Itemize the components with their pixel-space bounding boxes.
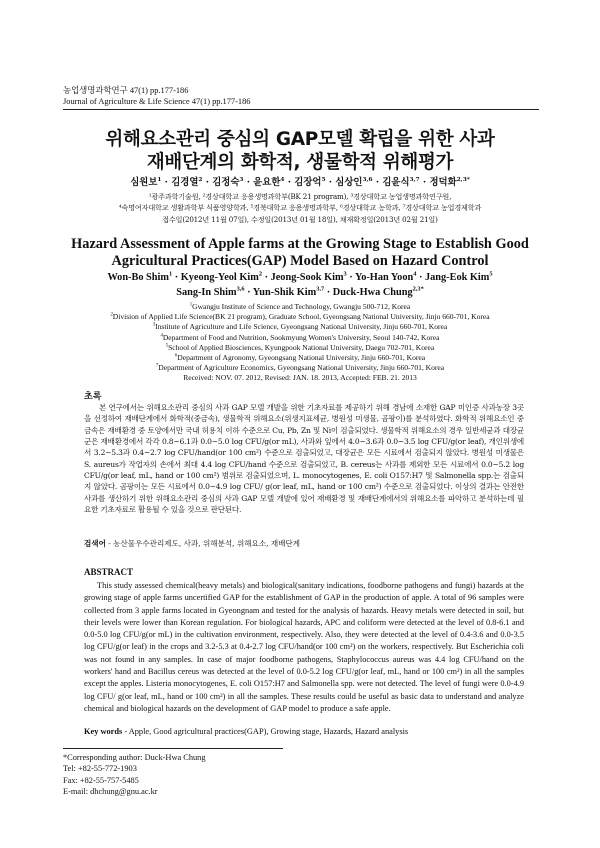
affiliation-mark: 4	[160, 333, 163, 339]
author-name: Sang-In Shim	[176, 287, 237, 298]
english-keywords-text: - Apple, Good agricultural practices(GAP), Growing stage, Hazards, Hazard analysis	[122, 727, 409, 736]
corresponding-author: *Corresponding author: Duck-Hwa Chung	[63, 753, 206, 762]
english-abstract-heading: ABSTRACT	[84, 567, 134, 577]
author-name: 정덕화	[429, 177, 457, 188]
author-separator: ·	[172, 272, 181, 283]
author-separator: ·	[324, 287, 333, 298]
english-affiliation	[40, 322, 560, 332]
english-author-row2	[40, 285, 560, 300]
korean-abstract-paragraph: 본 연구에서는 위해요소관리 중심의 사과 GAP 모델 개발을 위한 기초자료를 제공하기 위해 경남에 소재한 GAP 미인증 사과농장 3곳을 선정하여 재배단계에서 화학적(중금속), 생물학적 위해요소(위생지표세균, 병원성 미생물, 곰팡이)를 분석하였다. 화학적 위해요소인 중금속은 재배환경 중 토양에서만 국내 허용치 이하 수준으로 Cu, Pb, Zn 및 Ni이 검출되었다. 생물학적 위해요소의 경우 일반세균과 대장균군은 재배환경에서 각각 0.8~6.1과 0.0~5.0 log CFU/g(or mL), 사과와 잎에서 4.0~3.6과 0.0~3.5 log CFU/g(or leaf), 개인위생에서 3.2~5.3과 0.4~2.7 log CFU/hand(or 100 cm²) 수준으로 검출되었고, 대장균은 모든 시료에서 검출되지 않았다. 병원성 미생물은 S. aureus가 작업자의 손에서 최대 4.4 log CFU/hand 수준으로 검출되었고, B. cereus는 사과를 제외한 모든 시료에서 0.0~5.2 log CFU/g(or leaf, mL, hand or 100 cm²) 범위로 검출되었으며, L. monocytogenes, E. coli O157:H7 및 Salmonella spp.는 검출되지 않았다. 곰팡이는 모든 시료에서 0.0~4.9 log CFU/ g(or leaf, mL, hand or 100 cm²) 수준으로 검출되었다. 이상의 결과는 안전한 사과를 생산하기 위한 위해요소관리 중심의 사과 GAP 모델 개발에 있어 재배환경 및 재배단계에서의 위해요소를 파악하고 분석하는데 필요한 기초자료로 활용될 수 있을 것으로 판단된다.	[84, 403, 524, 514]
affiliation-text: Gwangju Institute of Science and Technology, Gwangju 500-712, Korea	[192, 302, 411, 311]
english-title-line2: Agricultural Practices(GAP) Model Based on Hazard Control	[111, 253, 489, 269]
author-name: 김정숙	[212, 177, 240, 188]
author-affiliation-mark: 3	[343, 270, 347, 278]
korean-received-line: 접수일(2012년 11월 07일), 수정일(2013년 01월 18일), 채재확정일(2013년 02월 21일)	[162, 214, 438, 224]
author-separator: ·	[325, 177, 336, 188]
author-affiliation-mark: 4	[413, 270, 417, 278]
english-author-list	[40, 270, 560, 300]
english-affiliations	[40, 302, 560, 373]
affiliation-mark: 3	[152, 322, 156, 328]
author-affiliation-mark: 2	[198, 176, 203, 183]
author-affiliation-mark: 3,6	[362, 176, 373, 183]
received-line: Received: NOV. 07. 2012, Revised: JAN. 18. 2013, Accepted: FEB. 21. 2013	[183, 373, 417, 382]
author-separator: ·	[244, 287, 253, 298]
author-affiliation-mark: 4	[280, 176, 285, 183]
author-name: 김장억	[294, 177, 322, 188]
author-affiliation-mark: 3,7	[316, 285, 325, 293]
affiliation-mark: 6	[174, 353, 178, 359]
affiliation-text: Department of Agriculture Economics, Gyeongsang National University, Jinju 660-701, Korea	[158, 363, 445, 373]
affiliation-mark: 1	[189, 302, 193, 308]
affiliation-text: Institute of Agriculture and Life Science, Gyeongsang National University, Jinju 660-701, Korea	[155, 322, 448, 332]
korean-abstract-body	[84, 402, 524, 515]
author-name: Won-Bo Shim	[107, 272, 169, 283]
korean-author-list	[40, 177, 560, 189]
footnote-rule	[63, 748, 283, 749]
korean-keywords-text: - 농산물우수관리제도, 사과, 위해분석, 위해요소, 재배단계	[105, 539, 301, 548]
author-separator: ·	[284, 177, 295, 188]
affiliation-mark: 5	[165, 343, 169, 349]
author-affiliation-mark: 3	[239, 176, 244, 183]
korean-affiliation-line1: ¹광주과학기술원, ²경상대학교 응용생명과학부(BK 21 program), ³경상대학교 농업생명과학연구원,	[148, 192, 452, 201]
english-affiliation	[40, 312, 560, 322]
author-affiliation-mark: 1	[168, 270, 173, 278]
email: E-mail: dhchung@gnu.ac.kr	[63, 787, 158, 797]
korean-title	[40, 128, 560, 174]
english-author-row1	[40, 270, 560, 285]
english-keywords	[84, 727, 534, 736]
author-affiliation-mark: 5	[489, 270, 493, 278]
korean-keywords-label: 검색어	[84, 539, 106, 548]
english-affiliation	[40, 302, 560, 312]
author-name: 김경열	[171, 177, 199, 188]
author-separator: ·	[416, 272, 425, 283]
affiliation-text: Department of Food and Nutrition, Sookmyung Women's University, Seoul 140-742, Korea	[162, 332, 440, 342]
english-affiliation	[40, 363, 560, 373]
author-separator: ·	[161, 177, 172, 188]
english-abstract-body	[84, 580, 524, 715]
korean-affiliations	[40, 191, 560, 225]
korean-affiliation-line2: ⁴숙명여자대학교 생활과학부 식품영양학과, ⁵경북대학교 응용생명과학부, ⁶경상대학교 농학과, ⁷경상대학교 농업경제학과	[118, 203, 482, 213]
korean-keywords	[84, 538, 524, 549]
korean-title-line2: 재배단계의 화학적, 생물학적 위해평가	[146, 152, 454, 173]
author-name: Yo-Han Yoon	[354, 272, 414, 283]
author-name: Jeong-Sook Kim	[270, 272, 344, 283]
english-abstract-paragraph: This study assessed chemical(heavy metals) and biological(sanitary indications, foodborne pathogens and fungi) hazards at the growing stage of apple farms uncertified GAP for the establishment of GAP in the production of apple. A total of 96 samples were collected from 3 apple farms located in Gyeongnam and tested for the analysis of hazards. Heavy metals were detected in soil, but their levels were lower than Korean regulation. For biological hazards, APC and coliform were detected at the level of 0.8-6.1 and 0.0-5.0 log CFU/g(or mL) in the cultivation environment, respectively. Also, they were detected at the level of 0.4-3.6 and 0.0-3.5 log CFU/g(or leaf) in the crops and 3.2-5.3 at 0.4-2.7 log CFU/hand(or 100 cm²) on the workers, respectively. But Escherichia coli was not found in any samples. In case of major foodborne pathogens, Staphylococcus aureus was 4.4 log CFU/hand on the workers' hand and Bacillus cereus was detected at the level of 0.0-5.2 log CFU/g(or leaf, mL, hand or 100 cm²) in all the samples except the apples. Listeria monocytogenes, E. coli O157:H7 and Salmonella spp. were not detected. The level of fungi were 0.0-4.9 log CFU/ g(or leaf, mL, hand or 100 cm²) in all the samples. These results could be useful as basic data to understand and analyze chemical and biological hazards on the development of GAP model to produce a safe apple.	[84, 581, 524, 713]
header-rule	[63, 109, 539, 110]
author-name: Yun-Shik Kim	[252, 287, 317, 298]
affiliation-mark: 7	[155, 363, 159, 369]
author-name: Kyeong-Yeol Kim	[180, 272, 259, 283]
author-name: 김윤식	[382, 177, 410, 188]
author-separator: ·	[243, 177, 254, 188]
english-title-line1: Hazard Assessment of Apple farms at the Growing Stage to Establish Good	[71, 236, 529, 252]
english-keywords-label: Key words	[84, 727, 123, 736]
affiliation-text: Department of Agronomy, Gyeongsang National University, Jinju 660-701, Korea	[177, 353, 426, 363]
author-name: 윤요한	[253, 177, 281, 188]
author-affiliation-mark: 3,7	[409, 176, 420, 183]
author-name: Duck-Hwa Chung	[332, 287, 413, 298]
author-separator: ·	[346, 272, 355, 283]
korean-title-line1: 위해요소관리 중심의 GAP모델 확립을 위한 사과	[105, 129, 495, 150]
author-affiliation-mark: 2,3*	[412, 285, 424, 293]
author-separator: ·	[202, 177, 213, 188]
author-affiliation-mark: 5	[321, 176, 326, 183]
author-affiliation-mark: 3,6	[236, 285, 245, 293]
affiliation-text: Division of Applied Life Science(BK 21 program), Graduate School, Gyeongsang National University, Jinju 660-701, Korea	[112, 312, 490, 322]
author-separator: ·	[372, 177, 383, 188]
author-name: 심상인	[335, 177, 363, 188]
korean-abstract-heading: 초록	[84, 392, 102, 402]
english-affiliation	[40, 333, 560, 343]
running-header-english: Journal of Agriculture & Life Science 47(1) pp.177-186	[63, 97, 251, 106]
running-header-korean: 농업생명과학연구 47(1) pp.177-186	[63, 86, 189, 95]
author-name: Jang-Eok Kim	[425, 272, 490, 283]
english-affiliation	[40, 343, 560, 353]
author-affiliation-mark: 2,3*	[456, 176, 470, 183]
telephone: Tel: +82-55-772-1903	[63, 764, 137, 774]
english-title	[40, 236, 560, 270]
author-affiliation-mark: 1	[157, 176, 162, 183]
fax: Fax: +82-55-757-5485	[63, 775, 139, 785]
affiliation-mark: 2	[110, 312, 113, 318]
author-name: 심원보	[130, 177, 158, 188]
author-affiliation-mark: 2	[258, 270, 262, 278]
affiliation-text: School of Applied Biosciences, Kyungpook National University, Daegu 702-701, Korea	[168, 342, 435, 352]
author-separator: ·	[262, 272, 271, 283]
author-separator: ·	[419, 177, 430, 188]
correspondence-block	[63, 752, 206, 798]
english-affiliation	[40, 353, 560, 363]
